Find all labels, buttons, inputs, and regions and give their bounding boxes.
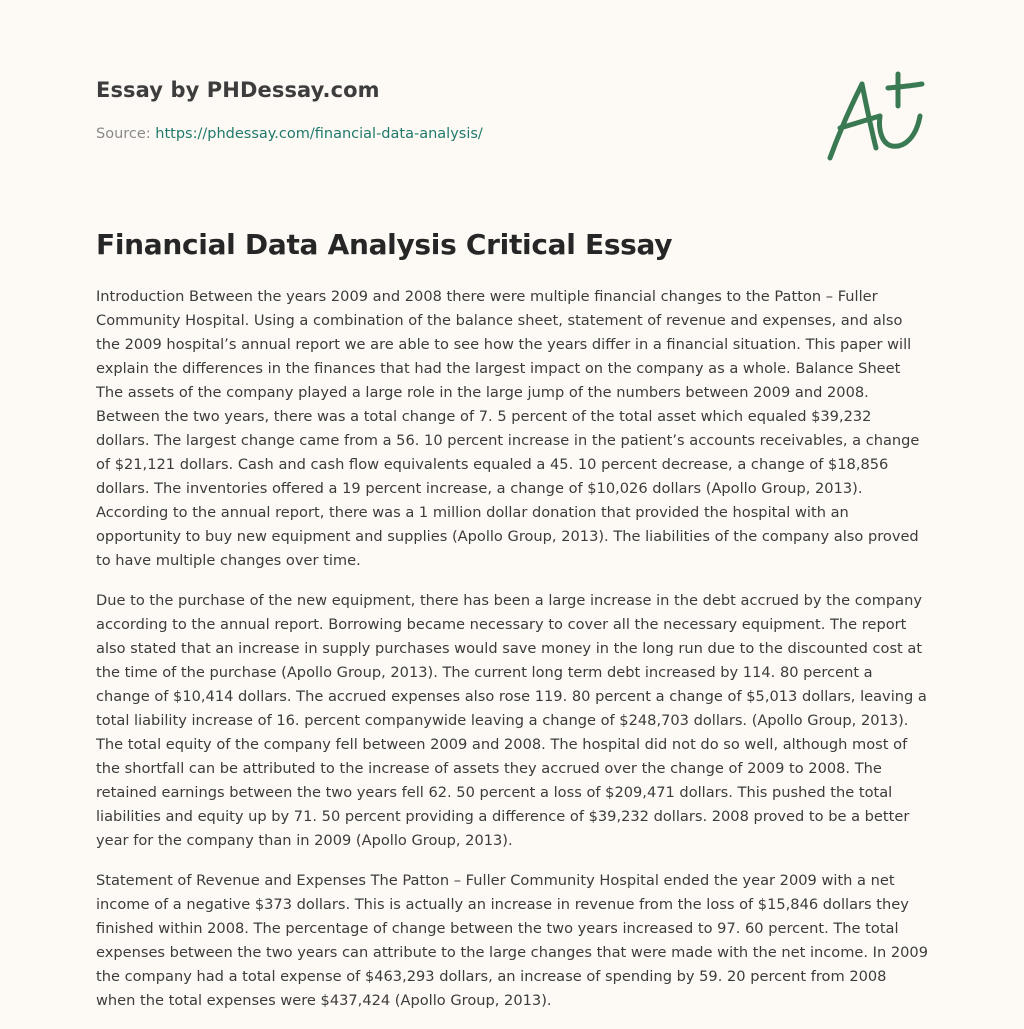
- essay-paragraph: Statement of Revenue and Expenses The Patton – Fuller Community Hospital ended the year 2009 with a net income of a negative $373 dollars. This is actually an increase in revenue from the loss of $15,846 dollars they finished within 2008. The percentage of change between the two years increased to 97. 60 percent. The total expenses between the two years can attribute to the large changes that were made with the net income. In 2009 the company had a total expense of $463,293 dollars, an increase of spending by 59. 20 percent from 2008 when the total expenses were $437,424 (Apollo Group, 2013).: [96, 872, 929, 1009]
- site-title: Essay by PHDessay.com: [96, 78, 380, 102]
- essay-body: [96, 285, 928, 1029]
- source-line: [96, 124, 796, 144]
- a-plus-grade-icon: [820, 66, 930, 166]
- essay-title: Financial Data Analysis Critical Essay: [96, 228, 673, 261]
- page-header: [96, 76, 796, 144]
- source-link[interactable]: https://phdessay.com/financial-data-analysis/: [155, 126, 483, 142]
- essay-paragraph: Introduction Between the years 2009 and 2008 there were multiple financial changes to the Patton – Fuller Community Hospital. Using a combination of the balance sheet, statement of revenue and expenses, and also the 2009 hospital’s annual report we are able to see how the years differ in a financial situation. This paper will explain the differences in the finances that had the largest impact on the company as a whole. Balance Sheet The assets of the company played a large role in the large jump of the numbers between 2009 and 2008. Between the two years, there was a total change of 7. 5 percent of the total asset which equaled $39,232 dollars. The largest change came from a 56. 10 percent increase in the patient’s accounts receivables, a change of $21,121 dollars. Cash and cash flow equivalents equaled a 45. 10 percent decrease, a change of $18,856 dollars. The inventories offered a 19 percent increase, a change of $10,026 dollars (Apollo Group, 2013). According to the annual report, there was a 1 million dollar donation that provided the hospital with an opportunity to buy new equipment and supplies (Apollo Group, 2013). The liabilities of the company also proved to have multiple changes over time.: [96, 288, 920, 569]
- source-label: Source:: [96, 126, 156, 142]
- essay-paragraph: Due to the purchase of the new equipment, there has been a large increase in the debt accrued by the company according to the annual report. Borrowing became necessary to cover all the necessary equipment. The report also stated that an increase in supply purchases would save money in the long run due to the discounted cost at the time of the purchase (Apollo Group, 2013). The current long term debt increased by 114. 80 percent a change of $10,414 dollars. The accrued expenses also rose 119. 80 percent a change of $5,013 dollars, leaving a total liability increase of 16. percent companywide leaving a change of $248,703 dollars. (Apollo Group, 2013). The total equity of the company fell between 2009 and 2008. The hospital did not do so well, although most of the shortfall can be attributed to the increase of assets they accrued over the change of 2009 to 2008. The retained earnings between the two years fell 62. 50 percent a loss of $209,471 dollars. This pushed the total liabilities and equity up by 71. 50 percent providing a difference of $39,232 dollars. 2008 proved to be a better year for the company than in 2009 (Apollo Group, 2013).: [96, 592, 927, 849]
